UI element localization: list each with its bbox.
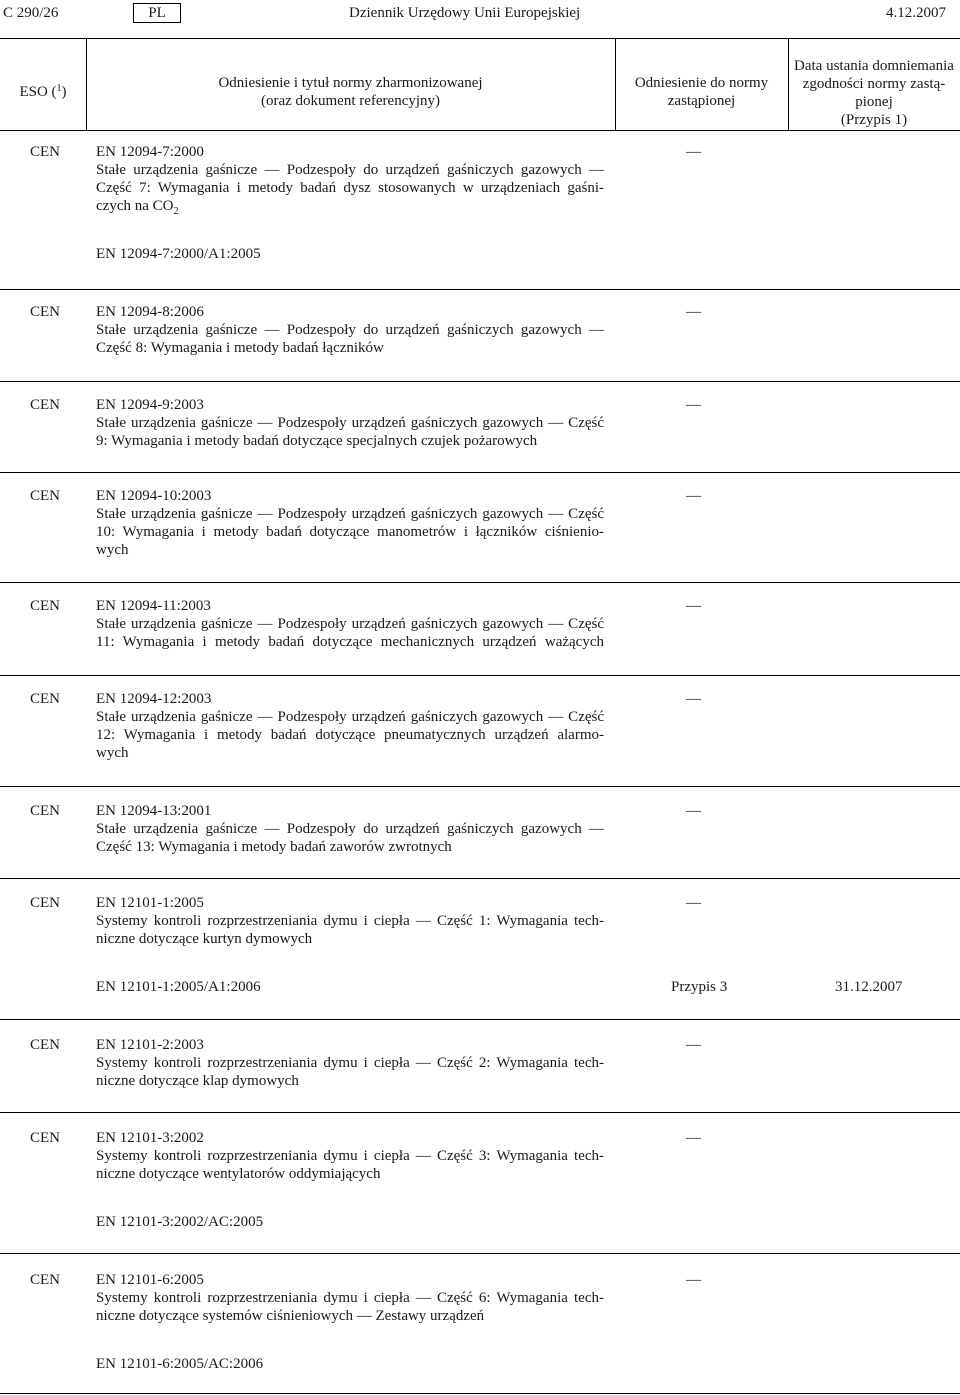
standard-title-line: 11: Wymagania i metody badań dotyczące mechanicznych urządzeń ważących [96,634,604,650]
standard-title-line: Stałe urządzenia gaśnicze — Podzespoły do urządzeń gaśniczych gazowych — [96,322,604,338]
standard-reference: EN 12094-7:2000 [96,144,204,160]
standard-title-line: niczne dotyczące systemów ciśnieniowych — Zestawy urządzeń [96,1308,485,1324]
standard-title-line: Część 13: Wymagania i metody badań zaworów zwrotnych [96,839,452,855]
eso-cell: CEN [30,691,60,707]
standard-reference: EN 12101-2:2003 [96,1037,204,1053]
eso-cell: CEN [30,304,60,320]
standard-reference: EN 12094-10:2003 [96,488,212,504]
eso-cell: CEN [30,397,60,413]
standard-title-line: Systemy kontroli rozprzestrzeniania dymu i ciepła — Część 3: Wymagania tech- [96,1148,604,1164]
standard-title-line: niczne dotyczące klap dymowych [96,1073,299,1089]
standard-title-line: czych na $CO_2$ [96,198,179,217]
superseded-cell: — [686,803,701,819]
eso-cell: CEN [30,1130,60,1146]
standard-title-line: wych [96,745,129,761]
standard-title-line: 9: Wymagania i metody badań dotyczące specjalnych czujek pożarowych [96,433,538,449]
standard-reference: EN 12094-11:2003 [96,598,211,614]
amendment-reference: EN 12101-6:2005/AC:2006 [96,1356,264,1372]
row-divider [0,1112,960,1113]
publication-date: 4.12.2007 [886,5,946,21]
amendment-reference: EN 12094-7:2000/A1:2005 [96,246,261,262]
row-divider [0,786,960,787]
eso-cell: CEN [30,488,60,504]
eso-cell: CEN [30,1037,60,1053]
superseded-cell: — [686,397,701,413]
standard-title-line: Stałe urządzenia gaśnicze — Podzespoły urządzeń gaśniczych gazowych — Część [96,616,604,632]
standard-reference: EN 12094-12:2003 [96,691,212,707]
journal-title: Dziennik Urzędowy Unii Europejskiej [349,5,581,21]
standard-title-line: Stałe urządzenia gaśnicze — Podzespoły urządzeń gaśniczych gazowych — Część [96,709,604,725]
eso-cell: CEN [30,144,60,160]
standard-title-line: Stałe urządzenia gaśnicze — Podzespoły urządzeń gaśniczych gazowych — Część [96,506,604,522]
superseded-cell: — [686,895,701,911]
superseded-cell: — [686,1130,701,1146]
standard-title-line: Stałe urządzenia gaśnicze — Podzespoły do urządzeń gaśniczych gazowych — [96,162,604,178]
standard-reference: EN 12094-13:2001 [96,803,212,819]
header-bottom-rule [0,130,960,131]
header-eso: ESO ($^1$) [19,83,67,100]
eso-cell: CEN [30,598,60,614]
row-divider [0,582,960,583]
header-superseded-ref: Odniesienie do normy zastąpionej [634,75,769,109]
standard-title-line: 10: Wymagania i metody badań dotyczące manometrów i łączników ciśnienio- [96,524,604,540]
standard-title-line: 12: Wymagania i metody badań dotyczące pneumatycznych urządzeń alarmo- [96,727,604,743]
standard-title-line: Stałe urządzenia gaśnicze — Podzespoły do urządzeń gaśniczych gazowych — [96,821,604,837]
standard-title-line: Część 7: Wymagania i metody badań dysz stosowanych w urządzeniach gaśni- [96,180,604,196]
issue-number: C 290/26 [3,5,59,21]
amendment-reference: EN 12101-3:2002/AC:2005 [96,1214,264,1230]
row-divider [0,289,960,290]
language-badge: PL [133,3,181,23]
standard-title-line: niczne dotyczące kurtyn dymowych [96,931,313,947]
row-divider [0,472,960,473]
standard-title-line: niczne dotyczące wentylatorów oddymiających [96,1166,381,1182]
row-divider [0,381,960,382]
standard-title-line: wych [96,542,129,558]
eso-cell: CEN [30,895,60,911]
header-cessation-date: Data ustania domniemania zgodności normy zastą- pionej (Przypis 1) [794,58,954,128]
standard-title-line: Systemy kontroli rozprzestrzeniania dymu i ciepła — Część 1: Wymagania tech- [96,913,604,929]
row-divider [0,878,960,879]
standard-reference: EN 12101-6:2005 [96,1272,204,1288]
row-divider [0,675,960,676]
row-divider [0,1253,960,1254]
row-divider [0,1393,960,1394]
eso-cell: CEN [30,1272,60,1288]
row-divider [0,1019,960,1020]
superseded-cell: — [686,144,701,160]
amendment-superseded-cell: Przypis 3 [671,979,728,995]
header-standard-title: Odniesienie i tytuł normy zharmonizowanej (oraz dokument referencyjny) [218,75,483,109]
standard-reference: EN 12101-1:2005 [96,895,204,911]
superseded-cell: — [686,691,701,707]
superseded-cell: — [686,1037,701,1053]
standard-reference: EN 12094-9:2003 [96,397,204,413]
superseded-cell: — [686,488,701,504]
eso-cell: CEN [30,803,60,819]
amendment-cessation-date: 31.12.2007 [835,979,903,995]
superseded-cell: — [686,304,701,320]
standard-title-line: Część 8: Wymagania i metody badań łączników [96,340,384,356]
standard-reference: EN 12101-3:2002 [96,1130,204,1146]
header-top-rule [0,38,960,39]
standard-reference: EN 12094-8:2006 [96,304,204,320]
standard-title-line: Systemy kontroli rozprzestrzeniania dymu i ciepła — Część 2: Wymagania tech- [96,1055,604,1071]
superseded-cell: — [686,1272,701,1288]
standard-title-line: Systemy kontroli rozprzestrzeniania dymu i ciepła — Część 6: Wymagania tech- [96,1290,604,1306]
amendment-reference: EN 12101-1:2005/A1:2006 [96,979,261,995]
standard-title-line: Stałe urządzenia gaśnicze — Podzespoły urządzeń gaśniczych gazowych — Część [96,415,604,431]
superseded-cell: — [686,598,701,614]
